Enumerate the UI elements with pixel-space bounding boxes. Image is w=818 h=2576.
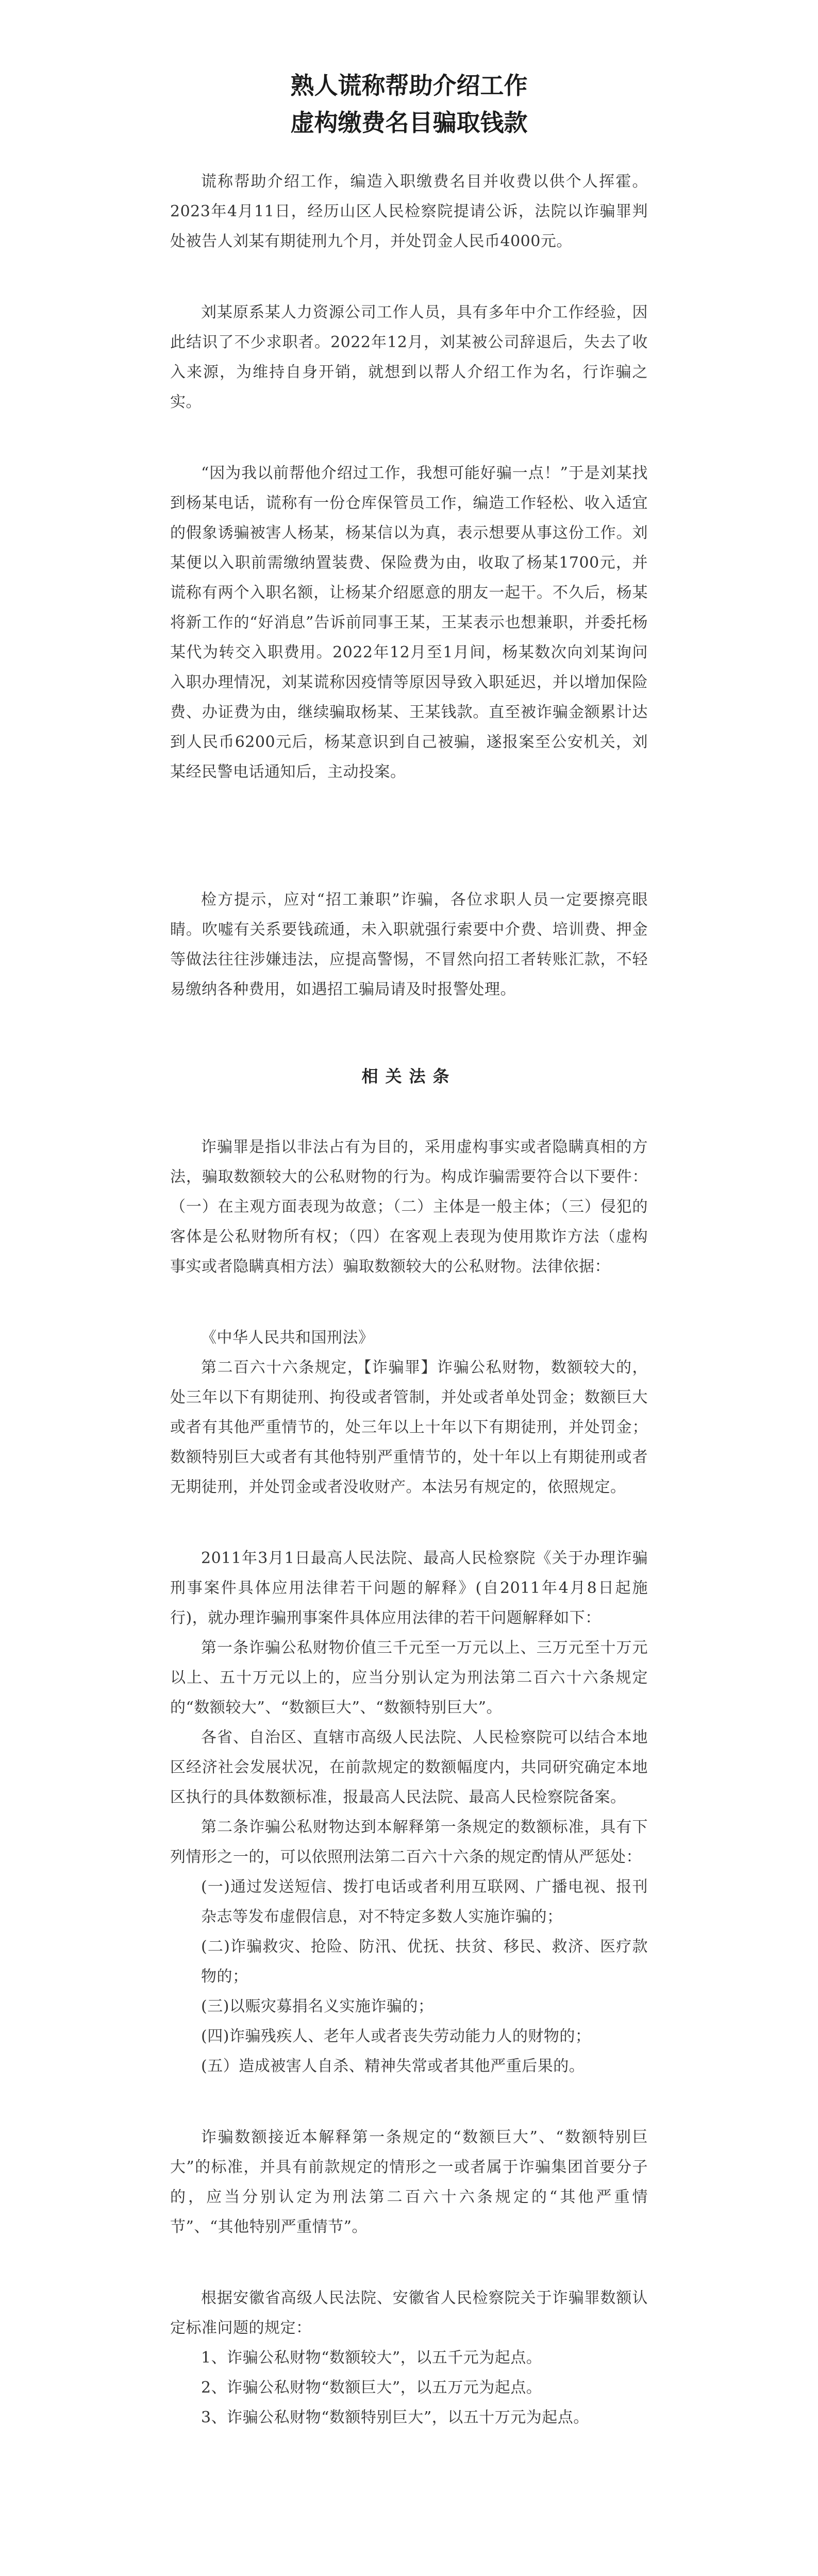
- article-2-b-paragraph: 诈骗数额接近本解释第一条规定的“数额巨大”、“数额特别巨大”的标准，并具有前款规定的情形之一或者属于诈骗集团首要分子的，应当分别认定为刑法第二百六十六条规定的“其他严重情节”、“其他特别严重情节”。: [170, 2128, 648, 2236]
- interpretation-intro-paragraph: 2011年3月1日最高人民法院、最高人民检察院《关于办理诈骗刑事案件具体应用法律若干问题的解释》(自2011年4月8日起施行)，就办理诈骗刑事案件具体应用法律的若干问题解释如下：: [170, 1549, 648, 1627]
- list-item: 2、诈骗公私财物“数额巨大”，以五万元为起点。: [201, 2379, 542, 2397]
- article-title: [170, 67, 648, 141]
- criminal-law-title: 《中华人民共和国刑法》: [201, 1329, 374, 1347]
- article-1-b-paragraph: 各省、自治区、直辖市高级人民法院、人民检察院可以结合本地区经济社会发展状况，在前款规定的数额幅度内，共同研究确定本地区执行的具体数额标准，报最高人民法院、最高人民检察院备案。: [170, 1728, 648, 1806]
- list-item: (四)诈骗残疾人、老年人或者丧失劳动能力人的财物的；: [201, 2027, 591, 2045]
- list-item: 1、诈骗公私财物“数额较大”，以五千元为起点。: [201, 2349, 542, 2367]
- article-266-paragraph: 第二百六十六条规定，【诈骗罪】诈骗公私财物，数额较大的，处三年以下有期徒刑、拘役或者管制，并处或者单处罚金；数额巨大或者有其他严重情节的，处三年以上十年以下有期徒刑，并处罚金；数额特别巨大或者有其他特别严重情节的，处十年以上有期徒刑或者无期徒刑，并处罚金或者没收财产。本法另有规定的，依照规定。: [170, 1359, 648, 1496]
- intro-paragraph: 谎称帮助介绍工作，编造入职缴费名目并收费以供个人挥霍。2023年4月11日，经历山区人民检察院提请公诉，法院以诈骗罪判处被告人刘某有期徒刑九个月，并处罚金人民币4000元。: [170, 173, 648, 250]
- list-item: (三)以赈灾募捐名义实施诈骗的；: [201, 1997, 434, 2015]
- anhui-intro-paragraph: 根据安徽省高级人民法院、安徽省人民检察院关于诈骗罪数额认定标准问题的规定：: [170, 2289, 648, 2337]
- article-2-paragraph: 第二条诈骗公私财物达到本解释第一条规定的数额标准，具有下列情形之一的，可以依照刑法第二百六十六条的规定酌情从严惩处：: [170, 1818, 648, 1866]
- fraud-definition-paragraph: 诈骗罪是指以非法占有为目的，采用虚构事实或者隐瞒真相的方法，骗取数额较大的公私财物的行为。构成诈骗需要符合以下要件：（一）在主观方面表现为故意；（二）主体是一般主体；（三）侵犯的客体是公私财物所有权；（四）在客观上表现为使用欺诈方法（虚构事实或者隐瞒真相方法）骗取数额较大的公私财物。法律依据：: [170, 1138, 648, 1276]
- list-item: (一)通过发送短信、拨打电话或者利用互联网、广播电视、报刊杂志等发布虚假信息，对不特定多数人实施诈骗的；: [201, 1878, 648, 1926]
- anhui-list: [170, 2343, 648, 2433]
- list-item: 3、诈骗公私财物“数额特别巨大”，以五十万元为起点。: [201, 2409, 589, 2427]
- list-item: (五）造成被害人自杀、精神失常或者其他严重后果的。: [201, 2057, 585, 2075]
- list-item: (二)诈骗救灾、抢险、防汛、优抚、扶贫、移民、救济、医疗款物的；: [201, 1938, 648, 1986]
- article-2-list: [170, 1872, 648, 2081]
- story-paragraph: “因为我以前帮他介绍过工作，我想可能好骗一点！”于是刘某找到杨某电话，谎称有一份仓库保管员工作，编造工作轻松、收入适宜的假象诱骗被害人杨某，杨某信以为真，表示想要从事这份工作。刘某便以入职前需缴纳置装费、保险费为由，收取了杨某1700元，并谎称有两个入职名额，让杨某介绍愿意的朋友一起干。不久后，杨某将新工作的“好消息”告诉前同事王某，王某表示也想兼职，并委托杨某代为转交入职费用。2022年12月至1月间，杨某数次向刘某询问入职办理情况，刘某谎称因疫情等原因导致入职延迟，并以增加保险费、办证费为由，继续骗取杨某、王某钱款。直至被诈骗金额累计达到人民币6200元后，杨某意识到自己被骗，遂报案至公安机关，刘某经民警电话通知后，主动投案。: [170, 464, 648, 781]
- title-line-1: 熟人谎称帮助介绍工作: [290, 72, 528, 99]
- law-section-heading: 相关法条: [361, 1066, 457, 1086]
- background-paragraph: 刘某原系某人力资源公司工作人员，具有多年中介工作经验，因此结识了不少求职者。2022年12月，刘某被公司辞退后，失去了收入来源，为维持自身开销，就想到以帮人介绍工作为名，行诈骗之实。: [170, 303, 648, 411]
- prosecutor-tip-paragraph: 检方提示，应对“招工兼职”诈骗，各位求职人员一定要擦亮眼睛。吹嘘有关系要钱疏通，未入职就强行索要中介费、培训费、押金等做法往往涉嫌违法，应提高警惕，不冒然向招工者转账汇款，不轻易缴纳各种费用，如遇招工骗局请及时报警处理。: [170, 891, 648, 998]
- article-1-paragraph: 第一条诈骗公私财物价值三千元至一万元以上、三万元至十万元以上、五十万元以上的，应当分别认定为刑法第二百六十六条规定的“数额较大”、“数额巨大”、“数额特别巨大”。: [170, 1639, 648, 1717]
- title-line-2: 虚构缴费名目骗取钱款: [290, 109, 528, 137]
